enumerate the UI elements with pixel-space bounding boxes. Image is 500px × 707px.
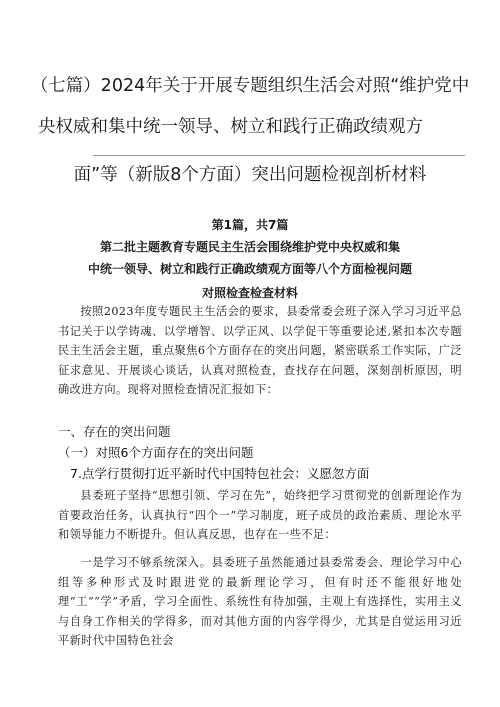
page-label: 第1篇，共7篇: [211, 218, 289, 232]
section-heading-2: （一）对照6个方面存在的突出问题: [58, 445, 254, 460]
paragraph-2-block: [58, 486, 462, 545]
document-title-line-3: 面”等（新版8个方面）突出问题检视剖析材料: [73, 165, 427, 185]
paragraph-3: 一是学习不够系统深入。县委班子虽然能通过县委常委会、理论学习中心组等多种形式及时跟进党的最新理论学习，但有时还不能很好地处理“工”“学”矛盾，学习全面性、系统性有待加强，主观上有选择性，实用主义与自身工作相关的学得多，而对其他方面的内容学得少，尤其是自觉运用习近平新时代中国特色社会: [58, 556, 462, 648]
paragraph-3-block: [58, 553, 462, 651]
subtitle-line-3: 对照检查检查材料: [201, 286, 298, 300]
intro-paragraph-block: [58, 302, 462, 400]
section-heading-1: 一、存在的突出问题: [58, 424, 171, 439]
intro-paragraph: 按照2023年度专题民主生活会的要求，县委常委会班子深入学习习近平总书记关于以学铸魂、以学增智、以学正风、以学促干等重要论述,紧扣本次专题民主生活会主题，重点聚焦6个方面存在的突出问题，紧密联系工作实际，广泛征求意见、开展谈心谈话，认真对照检查，查找存在问题，深刻剖析原因，明确改进方向。现将对照检查情况汇报如下：: [58, 305, 462, 397]
subtitle-line-2: 中统一领导、树立和践行正确政绩观方面等八个方面检视问题: [87, 262, 412, 276]
section-heading-3: 7.点学行贯彻打近平新时代中国特包社会：义愿忽方面: [70, 466, 370, 481]
title-divider: [93, 155, 465, 156]
document-title-line-1: （七篇）2024年关于开展专题组织生活会对照“维护党中: [30, 76, 470, 96]
document-title-line-2: 央权威和集中统一领导、树立和践行正确政绩观方: [38, 117, 423, 137]
subtitle-line-1: 第二批主题教育专题民主生活会围绕维护党中央权威和集: [99, 240, 400, 254]
paragraph-2: 县委班子坚持“思想引领、学习在先”，始终把学习贯彻党的创新理论作为首要政治任务，认真执行“四个一”学习制度，班子成员的政治素质、理论水平和领导能力不断提升。但认真反思，也存在一些不足：: [58, 489, 462, 542]
